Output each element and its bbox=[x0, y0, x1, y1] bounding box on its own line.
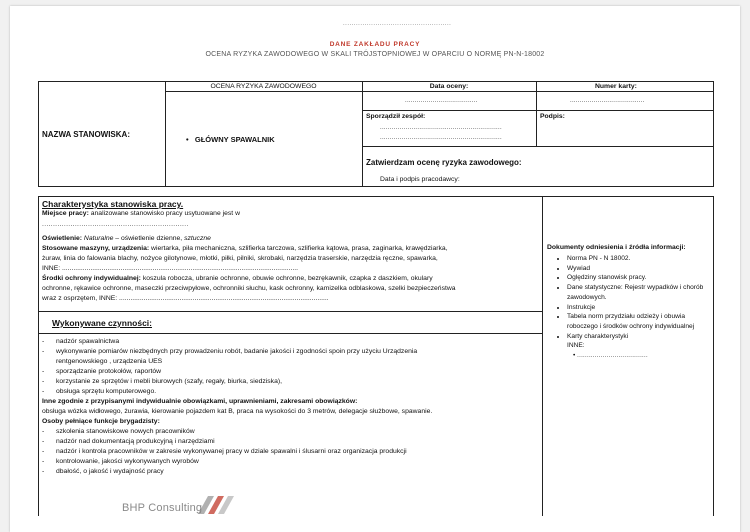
card-number-field[interactable]: ...................................... bbox=[570, 98, 645, 104]
brigadier-item: - dbałość, o jakość i wydajność pracy bbox=[42, 468, 164, 475]
ppe-row bbox=[42, 274, 538, 284]
brigadier-item: - nadzór i kontrola pracowników w zakresie wykonywanej pracy w dziale spawalni i ślusarni oraz organizacja produkcji bbox=[42, 448, 407, 455]
document-item: • Oględziny stanowisk pracy. bbox=[567, 273, 705, 283]
risk-header: OCENA RYZYKA ZAWODOWEGO bbox=[210, 83, 317, 90]
characteristics-title: Charakterystyka stanowiska pracy. bbox=[42, 199, 184, 209]
row-line-1 bbox=[362, 110, 714, 111]
place-label: Miejsce pracy: bbox=[42, 210, 89, 217]
document-item: • Instrukcje bbox=[567, 303, 705, 313]
characteristics-section bbox=[42, 199, 538, 304]
brigadier-title: Osoby pełniące funkcje brygadzisty: bbox=[42, 418, 160, 425]
table-top-border bbox=[38, 81, 714, 82]
position-name: • GŁÓWNY SPAWALNIK bbox=[186, 135, 275, 144]
col-divider-1 bbox=[165, 81, 166, 186]
document-page bbox=[10, 6, 740, 532]
activity-item-continued: rentgenowskiego , urządzenia UES bbox=[56, 358, 163, 365]
ppe-line-1: koszula robocza, ubranie ochronne, obuwie ochronne, bezrękawnik, czapka z daszkiem, okulary bbox=[140, 275, 433, 282]
place-value: analizowane stanowisko pracy usytuowane jest w bbox=[88, 210, 240, 217]
documents-title: Dokumenty odniesienia i źródła informacji: bbox=[547, 244, 686, 251]
company-dots: .................................................. bbox=[343, 21, 452, 27]
lighting-artificial: sztuczne bbox=[184, 235, 211, 242]
document-item: • Tabela norm przydziału odzieży i obuwia roboczego i środków ochrony indywidualnej bbox=[567, 312, 705, 331]
brigadier-item: - szkolenia stanowiskowe nowych pracowników bbox=[42, 428, 195, 435]
ppe-line-2: ochronne, rękawice ochronne, maseczki przeciwpyłowe, ochronniki słuchu, kask ochronny, kamizelka odblaskowa, szelki bezpieczeństwa bbox=[42, 285, 456, 292]
card-label: Numer karty: bbox=[595, 83, 637, 90]
col-divider-2 bbox=[362, 81, 363, 186]
logo-mark-icon bbox=[196, 490, 240, 516]
table-right-border bbox=[713, 81, 714, 186]
activity-item: - nadzór spawalnictwa bbox=[42, 338, 120, 345]
brigadier-item: - kontrolowanie, jakości wykonywanych wyrobów bbox=[42, 458, 199, 465]
document-item: • Norma PN - N 18002. bbox=[567, 254, 705, 264]
logo-text: BHP Consulting bbox=[122, 502, 203, 514]
team-field-2[interactable]: .............................................................. bbox=[380, 135, 502, 141]
section-row-divider bbox=[38, 311, 542, 312]
documents-other-label: INNE: bbox=[567, 342, 585, 350]
table-left-border bbox=[38, 81, 39, 186]
section-top-border bbox=[38, 196, 714, 197]
document-subtitle: OCENA RYZYKA ZAWODOWEGO W SKALI TRÓJSTOPNIOWEJ W OPARCIU O NORMĘ PN-N-18002 bbox=[205, 51, 545, 58]
signatures-label: Podpis: bbox=[540, 113, 565, 120]
lighting-label: Oświetlenie: bbox=[42, 235, 83, 242]
row-line-2 bbox=[362, 146, 714, 147]
place-row bbox=[42, 209, 538, 219]
machines-line-1: wiertarka, piła mechaniczna, szlifierka tarczowa, szlifierka kątowa, prasa, zaginarka, krawędziarka, bbox=[149, 245, 448, 252]
document-item: • Dane statystyczne: Rejestr wypadków i chorób zawodowych. bbox=[567, 283, 705, 302]
date-field[interactable]: ..................................... bbox=[405, 98, 478, 104]
bullet-icon: • bbox=[573, 352, 578, 360]
date-label: Data oceny: bbox=[429, 83, 469, 90]
section-left-border bbox=[38, 196, 39, 516]
approve-sub: Data i podpis pracodawcy: bbox=[380, 176, 460, 183]
place-dots[interactable]: ................................................................... bbox=[42, 221, 189, 228]
machines-line-2: żuraw, linia do falowania blachy, nożyce gilotynowe, młotki, piłki, pilniki, skrobaki, narzędzia traserskie, narzędzia ręczne, spawarka, bbox=[42, 255, 438, 262]
lighting-row bbox=[42, 234, 538, 244]
position-label: NAZWA STANOWISKA: bbox=[42, 130, 130, 139]
other-duties-title: Inne zgodnie z przypisanymi indywidualnie obowiązkami, uprawnieniami, zakresami obowiązków: bbox=[42, 398, 358, 405]
other-duties-text: obsługa wózka widłowego, żurawia, kierowanie pojazdem kat B, praca na wysokości do 3 metrów, delegacje służbowe, spawanie. bbox=[42, 408, 433, 415]
lighting-daylight: – oświetlenie dzienne, bbox=[113, 235, 185, 242]
activity-item: - korzystanie ze sprzętów i mebli biurowych (szafy, regały, biurka, siedziska), bbox=[42, 378, 283, 385]
documents-section bbox=[539, 243, 705, 361]
ppe-label: Środki ochrony indywidualnej: bbox=[42, 275, 141, 282]
activities-title: Wykonywane czynności: bbox=[52, 318, 152, 328]
machines-label: Stosowane maszyny, urządzenia: bbox=[42, 245, 150, 252]
documents-other-dots[interactable]: • .................................... bbox=[573, 352, 648, 360]
section-right-border bbox=[713, 196, 714, 516]
team-field-1[interactable]: .............................................................. bbox=[380, 125, 502, 131]
bullet-icon: • bbox=[186, 135, 195, 144]
activity-item: - sporządzanie protokołów, raportów bbox=[42, 368, 162, 375]
activity-item: - wykonywanie pomiarów niezbędnych przy prowadzeniu robót, badanie jakości i zgodności spoin przy użyciu Urządzenia bbox=[42, 348, 418, 355]
team-label: Sporządził zespół: bbox=[366, 113, 426, 120]
brigadier-item: - nadzór nad dokumentacją produkcyjną i narzędziami bbox=[42, 438, 215, 445]
company-header: DANE ZAKŁADU PRACY bbox=[329, 41, 421, 48]
activities-header-line bbox=[38, 333, 542, 334]
document-item: • Wywiad bbox=[567, 264, 705, 274]
lighting-natural: Naturalne bbox=[82, 235, 114, 242]
ppe-line-3: wraz z osprzętem, INNE: ............................................................................................................... bbox=[42, 295, 329, 302]
table-bottom-border bbox=[38, 186, 714, 187]
machines-line-3: INNE: ............................................................................................................................. bbox=[42, 265, 299, 272]
approve-label: Zatwierdzam ocenę ryzyka zawodowego: bbox=[366, 158, 522, 167]
document-item: • Karty charakterystyki bbox=[567, 332, 705, 342]
header-row-line bbox=[165, 91, 714, 92]
machines-row bbox=[42, 244, 538, 254]
activity-item: - obsługa sprzętu komputerowego. bbox=[42, 388, 157, 395]
activities-section bbox=[42, 337, 538, 477]
documents-list bbox=[539, 254, 705, 341]
